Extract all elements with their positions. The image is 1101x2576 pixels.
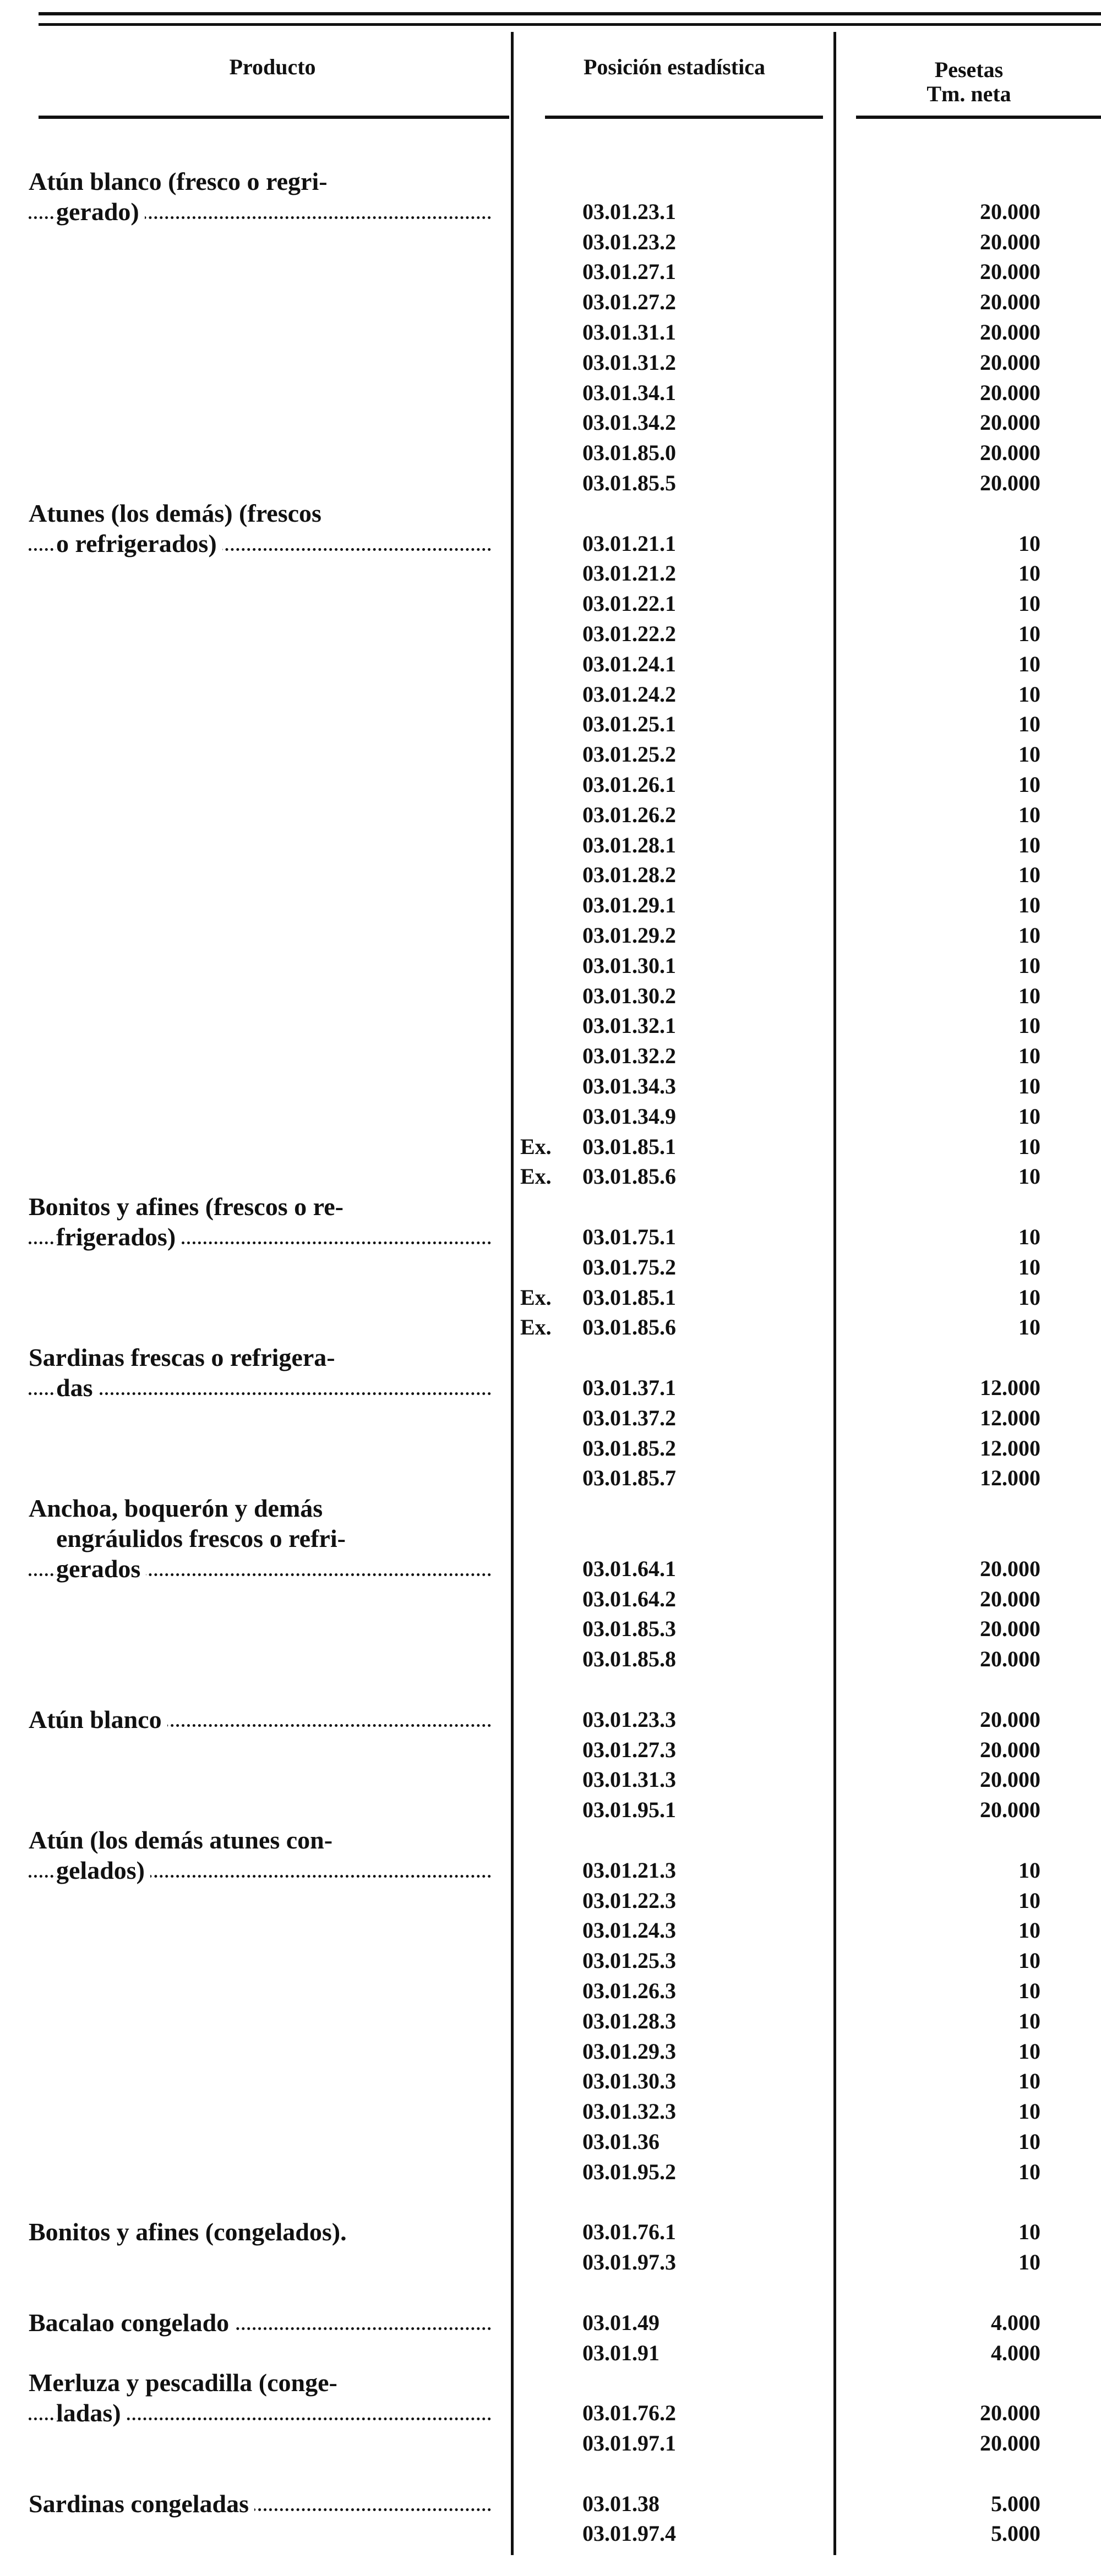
- top-rule-2: [39, 23, 1101, 26]
- product-name-text: engráulidos frescos o refri-: [56, 1524, 351, 1552]
- statistical-position-code: 03.01.34.3: [582, 1074, 676, 1098]
- pesetas-value: 20.000: [980, 380, 1040, 405]
- statistical-position-code: 03.01.22.3: [582, 1888, 676, 1913]
- statistical-position-code: 03.01.37.1: [582, 1375, 676, 1400]
- statistical-position-code: 03.01.25.2: [582, 742, 676, 767]
- pesetas-value: 20.000: [980, 2431, 1040, 2455]
- pesetas-value: 10: [1018, 1978, 1040, 2003]
- product-name-text: Atún blanco (fresco o regri-: [29, 167, 333, 195]
- statistical-position-code: 03.01.31.1: [582, 320, 676, 344]
- pesetas-value: 20.000: [980, 289, 1040, 315]
- statistical-position-code: 03.01.34.1: [582, 380, 676, 405]
- pesetas-value: 10: [1018, 2250, 1040, 2275]
- pesetas-value: 20.000: [980, 1616, 1040, 1642]
- product-name-text: Sardinas frescas o refrigera-: [29, 1343, 341, 1371]
- header-rule-producto: [39, 116, 509, 119]
- statistical-position-code: 03.01.27.2: [582, 289, 676, 315]
- pesetas-value: 20.000: [980, 1737, 1040, 1762]
- statistical-position-code: 03.01.25.3: [582, 1948, 676, 1973]
- pesetas-value: 5.000: [991, 2491, 1040, 2516]
- pesetas-value: 10: [1018, 561, 1040, 586]
- statistical-position-code: 03.01.23.3: [582, 1707, 676, 1732]
- statistical-position-code: 03.01.28.1: [582, 832, 676, 857]
- product-name-line: [29, 2217, 491, 2247]
- pesetas-value: 10: [1018, 1164, 1040, 1189]
- pesetas-value: 10: [1018, 2159, 1040, 2184]
- pesetas-value: 20.000: [980, 1797, 1040, 1823]
- product-name-line: [29, 1825, 491, 1855]
- product-name-line: [29, 1343, 491, 1372]
- product-name-text: Bacalao congelado: [29, 2309, 235, 2337]
- statistical-position-code: 03.01.32.3: [582, 2099, 676, 2124]
- product-name-text: ladas): [56, 2399, 127, 2427]
- pesetas-value: 20.000: [980, 1586, 1040, 1611]
- header-pesetas-line2: Tm. neta: [926, 81, 1011, 106]
- product-name-text: frigerados): [56, 1223, 181, 1251]
- statistical-position-code: 03.01.29.1: [582, 893, 676, 918]
- pesetas-value: 10: [1018, 1103, 1040, 1129]
- statistical-position-code: 03.01.27.3: [582, 1737, 676, 1762]
- product-name-line: [29, 499, 491, 528]
- product-name-text: Anchoa, boquerón y demás: [29, 1494, 328, 1522]
- statistical-position-code: 03.01.64.2: [582, 1586, 676, 1611]
- pesetas-value: 20.000: [980, 1767, 1040, 1792]
- statistical-position-code: 03.01.36: [582, 2129, 659, 2154]
- pesetas-value: 20.000: [980, 349, 1040, 375]
- statistical-position-code: 03.01.85.7: [582, 1465, 676, 1491]
- pesetas-value: 12.000: [980, 1405, 1040, 1430]
- statistical-position-code: 03.01.30.3: [582, 2069, 676, 2094]
- pesetas-value: 20.000: [980, 320, 1040, 344]
- statistical-position-code: 03.01.26.1: [582, 772, 676, 797]
- statistical-position-code: 03.01.85.0: [582, 440, 676, 466]
- statistical-position-code: 03.01.29.3: [582, 2038, 676, 2064]
- statistical-position-code: 03.01.32.1: [582, 1013, 676, 1038]
- statistical-position-code: 03.01.37.2: [582, 1405, 676, 1430]
- product-name-line: [29, 1494, 491, 1523]
- pesetas-value: 10: [1018, 1284, 1040, 1310]
- statistical-position-code: 03.01.23.2: [582, 229, 676, 254]
- pesetas-value: 10: [1018, 772, 1040, 797]
- pesetas-value: 10: [1018, 923, 1040, 948]
- pesetas-value: 10: [1018, 591, 1040, 616]
- pesetas-value: 20.000: [980, 1707, 1040, 1732]
- statistical-position-code: 03.01.27.1: [582, 259, 676, 285]
- statistical-position-code: 03.01.91: [582, 2340, 659, 2365]
- pesetas-value: 10: [1018, 681, 1040, 707]
- pesetas-value: 10: [1018, 1888, 1040, 1913]
- pesetas-value: 20.000: [980, 410, 1040, 435]
- pesetas-value: 10: [1018, 953, 1040, 978]
- product-name-text: gerados: [56, 1555, 146, 1583]
- statistical-position-code: 03.01.28.2: [582, 862, 676, 888]
- header-pesetas: [837, 58, 1101, 106]
- statistical-position-code: 03.01.85.6: [582, 1315, 676, 1340]
- statistical-position-code: 03.01.21.2: [582, 561, 676, 586]
- pesetas-value: 10: [1018, 2069, 1040, 2094]
- statistical-position-code: 03.01.85.1: [582, 1284, 676, 1310]
- statistical-position-code: 03.01.76.2: [582, 2400, 676, 2426]
- pesetas-value: 10: [1018, 2008, 1040, 2033]
- product-name-text: Atunes (los demás) (frescos: [29, 499, 327, 527]
- dot-leader: [29, 1392, 491, 1395]
- statistical-position-code: 03.01.23.1: [582, 199, 676, 224]
- product-name-line: [29, 2368, 491, 2398]
- pesetas-value: 20.000: [980, 2400, 1040, 2426]
- statistical-position-code: 03.01.32.2: [582, 1043, 676, 1069]
- statistical-position-code: 03.01.85.3: [582, 1616, 676, 1642]
- product-name-text: Bonitos y afines (frescos o re-: [29, 1193, 349, 1221]
- ex-prefix: Ex.: [520, 1164, 552, 1189]
- pesetas-value: 12.000: [980, 1435, 1040, 1461]
- statistical-position-code: 03.01.31.2: [582, 349, 676, 375]
- pesetas-value: 10: [1018, 2038, 1040, 2064]
- pesetas-value: 10: [1018, 530, 1040, 556]
- pesetas-value: 10: [1018, 1043, 1040, 1069]
- product-name-line: [29, 2489, 491, 2519]
- pesetas-value: 10: [1018, 1857, 1040, 1883]
- pesetas-value: 10: [1018, 983, 1040, 1008]
- statistical-position-code: 03.01.85.6: [582, 1164, 676, 1189]
- pesetas-value: 20.000: [980, 471, 1040, 495]
- pesetas-value: 10: [1018, 1254, 1040, 1279]
- pesetas-value: 10: [1018, 742, 1040, 767]
- statistical-position-code: 03.01.26.2: [582, 802, 676, 827]
- product-name-line: [29, 529, 491, 559]
- product-name-line: [29, 1705, 491, 1735]
- statistical-position-code: 03.01.34.2: [582, 410, 676, 435]
- pesetas-value: 10: [1018, 1224, 1040, 1249]
- product-name-text: Atún blanco: [29, 1705, 167, 1733]
- pesetas-value: 20.000: [980, 199, 1040, 224]
- statistical-position-code: 03.01.97.3: [582, 2250, 676, 2275]
- product-name-line: [29, 1524, 491, 1554]
- product-name-line: [29, 1856, 491, 1885]
- statistical-position-code: 03.01.76.1: [582, 2219, 676, 2245]
- pesetas-value: 12.000: [980, 1375, 1040, 1400]
- statistical-position-code: 03.01.97.4: [582, 2521, 676, 2546]
- header-producto: Producto: [229, 54, 316, 79]
- product-name-line: [29, 1373, 491, 1403]
- statistical-position-code: 03.01.28.3: [582, 2008, 676, 2033]
- statistical-position-code: 03.01.85.1: [582, 1134, 676, 1159]
- header-pesetas-line1: Pesetas: [934, 57, 1004, 82]
- pesetas-value: 10: [1018, 802, 1040, 827]
- statistical-position-code: 03.01.95.1: [582, 1797, 676, 1823]
- header-rule-pesetas: [856, 116, 1101, 119]
- pesetas-value: 4.000: [991, 2340, 1040, 2365]
- product-name-line: [29, 167, 491, 196]
- header-posicion-estadistica: Posición estadística: [584, 54, 765, 79]
- pesetas-value: 10: [1018, 1134, 1040, 1159]
- product-name-line: [29, 2398, 491, 2428]
- product-name-text: Merluza y pescadilla (conge-: [29, 2369, 343, 2397]
- statistical-position-code: 03.01.30.2: [582, 983, 676, 1008]
- statistical-position-code: 03.01.75.1: [582, 1224, 676, 1249]
- product-name-line: [29, 1554, 491, 1584]
- pesetas-value: 10: [1018, 2099, 1040, 2124]
- product-name-line: [29, 1222, 491, 1252]
- top-rule-1: [39, 12, 1101, 15]
- statistical-position-code: 03.01.24.3: [582, 1918, 676, 1943]
- statistical-position-code: 03.01.22.1: [582, 591, 676, 616]
- pesetas-value: 4.000: [991, 2310, 1040, 2335]
- pesetas-value: 20.000: [980, 229, 1040, 254]
- pesetas-value: 20.000: [980, 1647, 1040, 1672]
- pesetas-value: 20.000: [980, 1556, 1040, 1581]
- pesetas-value: 10: [1018, 651, 1040, 676]
- pesetas-value: 10: [1018, 832, 1040, 857]
- statistical-position-code: 03.01.21.1: [582, 530, 676, 556]
- statistical-position-code: 03.01.85.2: [582, 1435, 676, 1461]
- product-name-line: [29, 1192, 491, 1222]
- statistical-position-code: 03.01.26.3: [582, 1978, 676, 2003]
- statistical-position-code: 03.01.29.2: [582, 923, 676, 948]
- product-name-line: [29, 2308, 491, 2338]
- statistical-position-code: 03.01.97.1: [582, 2431, 676, 2455]
- product-name-text: o refrigerados): [56, 529, 222, 557]
- pesetas-value: 10: [1018, 2219, 1040, 2245]
- pesetas-value: 20.000: [980, 259, 1040, 285]
- header-rule-posicion: [545, 116, 823, 119]
- product-name-line: [29, 197, 491, 227]
- pesetas-value: 10: [1018, 712, 1040, 737]
- product-name-text: Atún (los demás atunes con-: [29, 1826, 338, 1854]
- statistical-position-code: 03.01.49: [582, 2310, 659, 2335]
- ex-prefix: Ex.: [520, 1284, 552, 1310]
- product-name-text: gelados): [56, 1856, 150, 1884]
- statistical-position-code: 03.01.85.8: [582, 1647, 676, 1672]
- statistical-position-code: 03.01.85.5: [582, 471, 676, 495]
- pesetas-value: 10: [1018, 893, 1040, 918]
- pesetas-value: 10: [1018, 1074, 1040, 1098]
- statistical-position-code: 03.01.64.1: [582, 1556, 676, 1581]
- ex-prefix: Ex.: [520, 1134, 552, 1159]
- pesetas-value: 20.000: [980, 440, 1040, 466]
- statistical-position-code: 03.01.24.2: [582, 681, 676, 707]
- statistical-position-code: 03.01.24.1: [582, 651, 676, 676]
- ex-prefix: Ex.: [520, 1315, 552, 1340]
- product-name-text: das: [56, 1374, 98, 1402]
- column-divider-1: [511, 32, 514, 2555]
- statistical-position-code: 03.01.34.9: [582, 1103, 676, 1129]
- product-name-text: Sardinas congeladas: [29, 2490, 254, 2518]
- statistical-position-code: 03.01.22.2: [582, 621, 676, 646]
- pesetas-value: 10: [1018, 2129, 1040, 2154]
- pesetas-value: 10: [1018, 862, 1040, 888]
- product-name-text: gerado): [56, 198, 145, 226]
- statistical-position-code: 03.01.21.3: [582, 1857, 676, 1883]
- pesetas-value: 10: [1018, 1315, 1040, 1340]
- statistical-position-code: 03.01.30.1: [582, 953, 676, 978]
- statistical-position-code: 03.01.75.2: [582, 1254, 676, 1279]
- pesetas-value: 10: [1018, 1918, 1040, 1943]
- statistical-position-code: 03.01.31.3: [582, 1767, 676, 1792]
- pesetas-value: 10: [1018, 1013, 1040, 1038]
- pesetas-value: 10: [1018, 621, 1040, 646]
- pesetas-value: 12.000: [980, 1465, 1040, 1491]
- column-divider-2: [833, 32, 836, 2555]
- statistical-position-code: 03.01.95.2: [582, 2159, 676, 2184]
- pesetas-value: 10: [1018, 1948, 1040, 1973]
- statistical-position-code: 03.01.25.1: [582, 712, 676, 737]
- pesetas-value: 5.000: [991, 2521, 1040, 2546]
- statistical-position-code: 03.01.38: [582, 2491, 659, 2516]
- product-name-text: Bonitos y afines (congelados).: [29, 2218, 352, 2246]
